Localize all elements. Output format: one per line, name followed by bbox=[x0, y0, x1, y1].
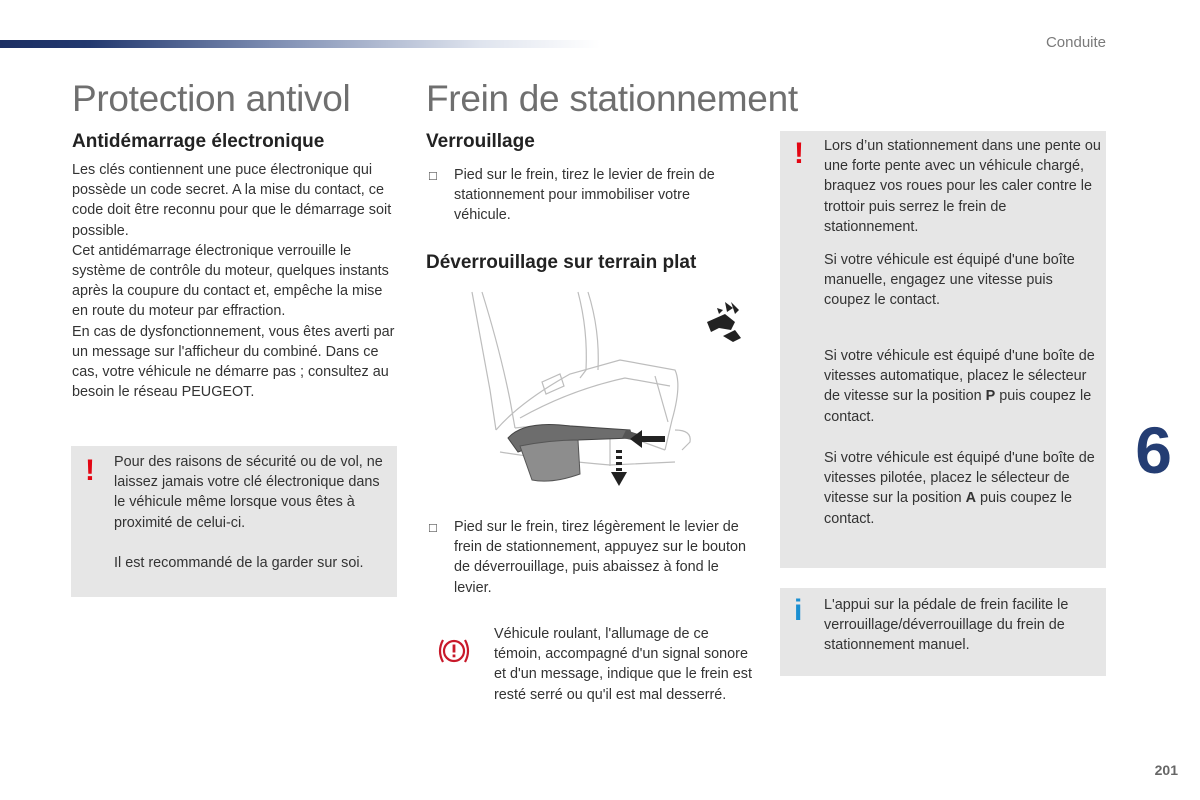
slope-warning-p4 bbox=[824, 448, 1102, 529]
section-label: Conduite bbox=[1045, 34, 1106, 51]
p4-text: Si votre véhicule est équipé d'une boîte de vitesses pilotée, placez le sélecteur de vitesse sur la position bbox=[824, 450, 1095, 507]
info-text: L'appui sur la pédale de frein facilite le verrouillage/déverrouillage du frein de stationnement manuel. bbox=[824, 597, 1069, 654]
immobiliser-paragraph: Les clés contiennent une puce électronique qui possède un code secret. A la mise du contact, ce code doit être reconnu pour que le démarrage soit possible. bbox=[72, 162, 392, 239]
slope-warning-p3 bbox=[824, 346, 1102, 427]
key-warning-line: Il est recommandé de la garder sur soi. bbox=[114, 554, 364, 571]
key-warning-text bbox=[114, 452, 392, 573]
title-antitheft: Protection antivol bbox=[72, 78, 351, 119]
brake-warning-light-icon-svg bbox=[437, 636, 471, 666]
title-parking-brake: Frein de stationnement bbox=[426, 78, 798, 119]
position-p: P bbox=[985, 388, 996, 405]
brake-warning-light-icon bbox=[437, 636, 471, 666]
chapter-number: 6 bbox=[1135, 413, 1172, 487]
p4-text: puis coupez le contact. bbox=[824, 490, 1072, 527]
heading-unlocking-flat: Déverrouillage sur terrain plat bbox=[426, 252, 697, 273]
handbrake-illustration bbox=[460, 290, 770, 500]
info-box bbox=[780, 588, 1106, 676]
slope-warning-p2: Si votre véhicule est équipé d'une boîte manuelle, engagez une vitesse puis coupez le contact. bbox=[824, 252, 1075, 309]
unlocking-text: Pied sur le frein, tirez légèrement le levier de frein de stationnement, appuyez sur le bouton de déverrouillage, puis abaissez à fond le levier. bbox=[454, 519, 747, 596]
page-number: 201 bbox=[1154, 762, 1178, 778]
position-a: A bbox=[965, 490, 976, 507]
heading-locking: Verrouillage bbox=[426, 131, 535, 152]
bullet-icon: ☐ bbox=[428, 523, 438, 535]
p3-text: Si votre véhicule est équipé d'une boîte de vitesses automatique, placez le sélecteur de vitesse sur la position bbox=[824, 348, 1095, 405]
warning-light-text: Véhicule roulant, l'allumage de ce témoin, accompagné d'un signal sonore et d'un message, indique que le frein est resté serré ou qu'il est mal desserré. bbox=[494, 626, 752, 703]
subtitle-immobiliser: Antidémarrage électronique bbox=[72, 131, 325, 152]
header-gradient-bar bbox=[0, 40, 600, 48]
immobiliser-paragraph: En cas de dysfonctionnement, vous êtes averti par un message sur l'afficheur du combiné. Dans ce cas, votre véhicule ne démarre pas ; consultez au besoin le réseau PEUGEOT. bbox=[72, 323, 395, 401]
key-warning-line: Pour des raisons de sécurité ou de vol, ne laissez jamais votre clé électronique dans le véhicule même lorsque vous êtes à proximité de celui-ci. bbox=[114, 454, 383, 531]
immobiliser-paragraph: Cet antidémarrage électronique verrouille le système de contrôle du moteur, quelques instants après la coupure du contact et, empêche la mise en route du moteur par effraction. bbox=[72, 242, 389, 320]
bullet-icon: ☐ bbox=[428, 171, 438, 183]
key-warning-box bbox=[71, 446, 397, 597]
immobiliser-text bbox=[72, 160, 398, 402]
info-icon: i bbox=[794, 594, 803, 627]
warning-icon: ! bbox=[794, 137, 804, 170]
locking-text: Pied sur le frein, tirez le levier de frein de stationnement pour immobiliser votre véhicule. bbox=[454, 167, 715, 224]
warning-icon: ! bbox=[85, 454, 95, 487]
handbrake-illustration-svg bbox=[460, 290, 770, 500]
p3-text: puis coupez le contact. bbox=[824, 388, 1092, 425]
slope-warning-p1: Lors d’un stationnement dans une pente ou une forte pente avec un véhicule chargé, braquez vos roues pour les caler contre le trottoir puis serrez le frein de stationnement. bbox=[824, 138, 1101, 235]
slope-warning-box bbox=[780, 131, 1106, 568]
